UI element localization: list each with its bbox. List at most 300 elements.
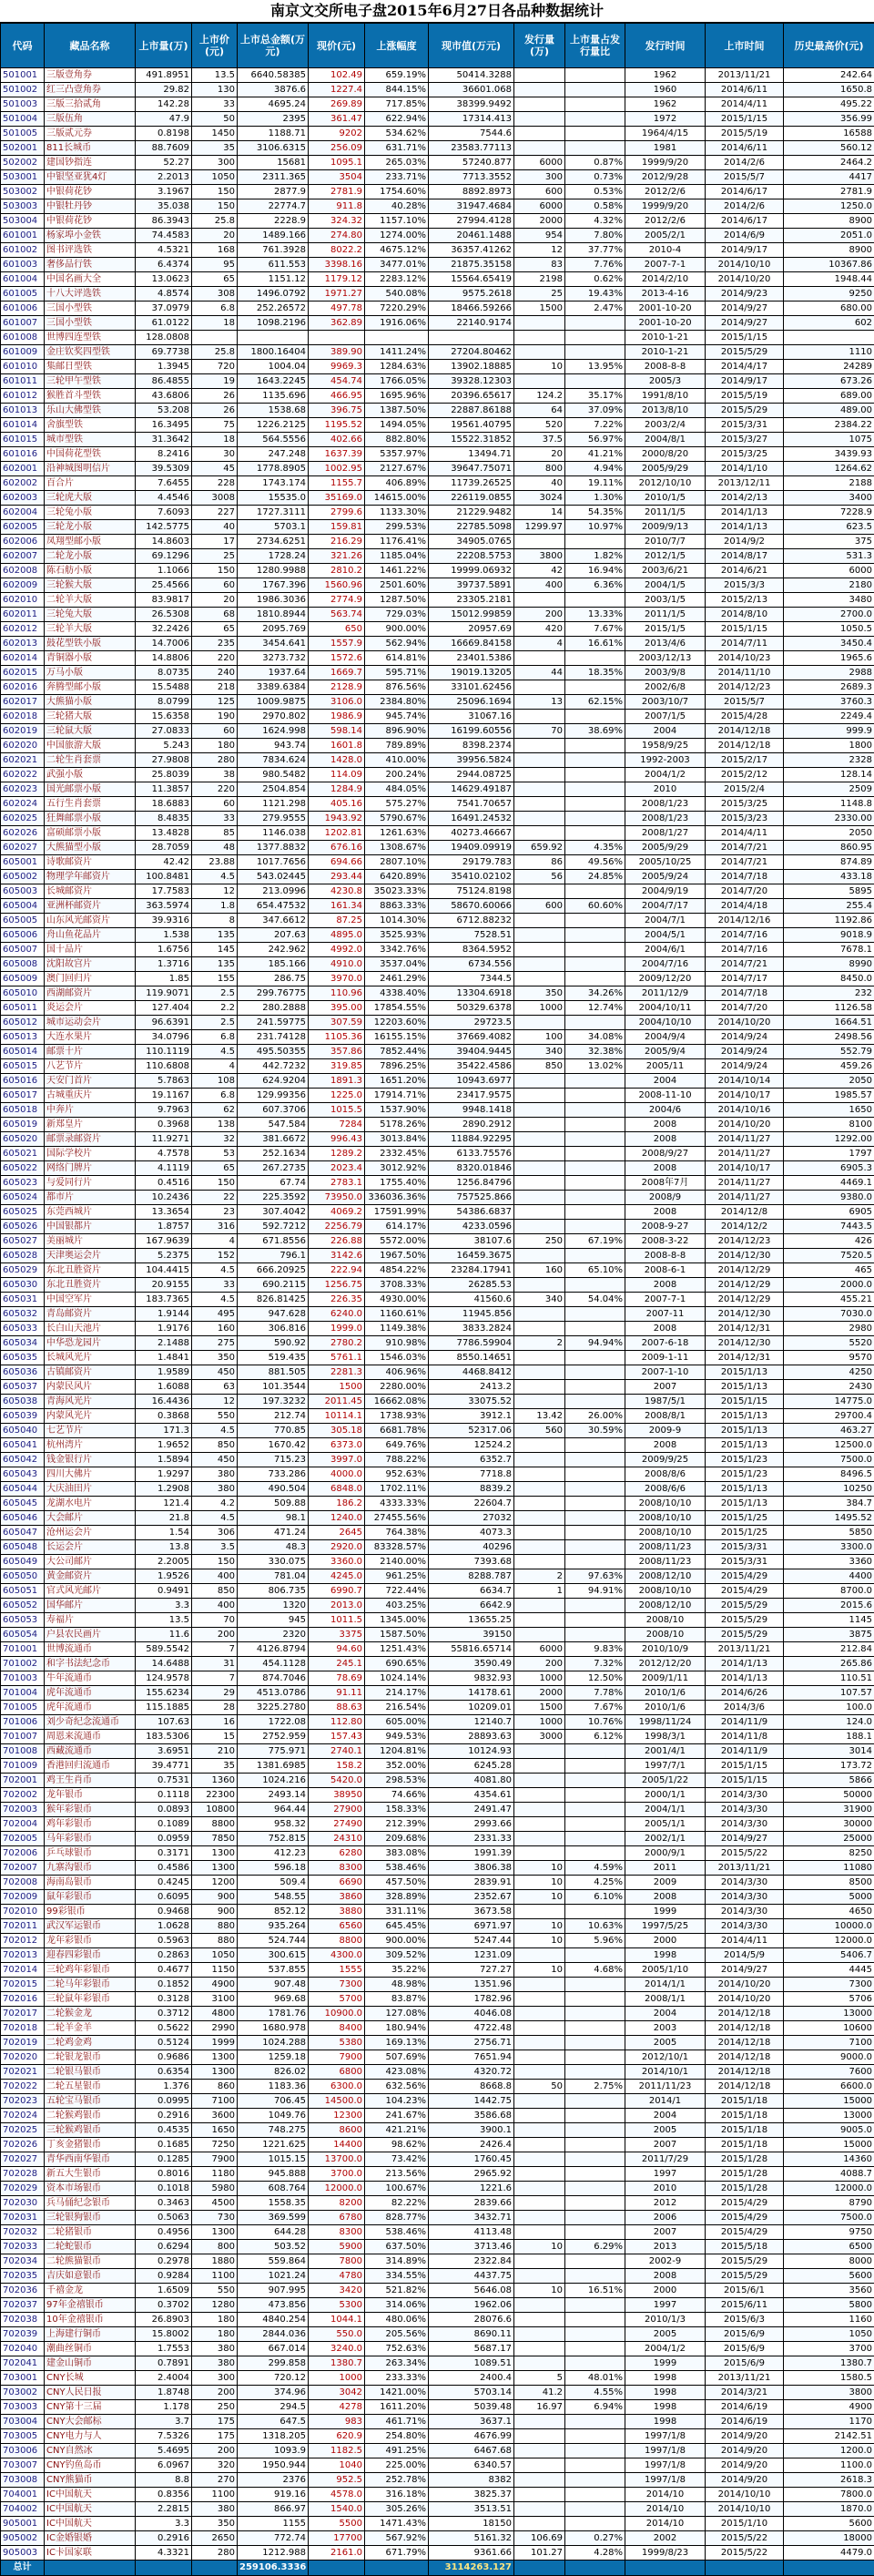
cell-listed-amount: 590.92 xyxy=(238,1336,309,1351)
cell-market-value: 21229.9482 xyxy=(429,506,514,520)
cell-high-price: 173.72 xyxy=(784,1759,874,1774)
cell-list-date: 2014/12/16 xyxy=(706,914,784,928)
cell-listed-qty: 43.6806 xyxy=(136,389,192,404)
cell-market-value: 31067.16 xyxy=(429,710,514,724)
cell-listed-qty: 17.7583 xyxy=(136,884,192,899)
cell-listed-qty: 0.2978 xyxy=(136,2254,192,2269)
cell-list-date: 2014/7/21 xyxy=(706,841,784,855)
cell-issue-qty: 1500 xyxy=(514,1701,565,1715)
cell-issue-qty xyxy=(514,1132,565,1147)
cell-high-price: 14360 xyxy=(784,2152,874,2167)
cell-market-value: 4676.99 xyxy=(429,2429,514,2444)
cell-current-price: 27900 xyxy=(309,1803,365,1817)
cell-issue-date: 2004 xyxy=(625,2007,706,2021)
page-title: 南京文交所电子盘2015年6月27日各品种数据统计 xyxy=(0,0,874,23)
cell-high-price: 232 xyxy=(784,986,874,1001)
cell-listed-ratio xyxy=(565,884,625,899)
table-row xyxy=(1,870,874,884)
cell-issue-qty: 13.42 xyxy=(514,1409,565,1424)
cell-listed-ratio xyxy=(565,812,625,826)
cell-issue-date: 2008-9-27 xyxy=(625,1220,706,1234)
cell-current-price: 1225.0 xyxy=(309,1089,365,1103)
cell-code: 702012 xyxy=(1,1934,45,1948)
cell-listed-amount: 1680.978 xyxy=(238,2021,309,2036)
cell-listed-ratio xyxy=(565,1307,625,1322)
cell-listed-amount: 2734.6251 xyxy=(238,535,309,549)
cell-gain: 2501.60% xyxy=(365,578,429,593)
cell-listed-amount: 666.20925 xyxy=(238,1263,309,1278)
cell-list-price: 880 xyxy=(192,1919,238,1934)
cell-list-date: 2014/9/20 xyxy=(706,2458,784,2473)
cell-listed-ratio xyxy=(565,2182,625,2196)
cell-current-price: 7300 xyxy=(309,1978,365,1992)
table-row xyxy=(1,1569,874,1584)
cell-issue-qty xyxy=(514,972,565,986)
table-row xyxy=(1,2327,874,2342)
cell-listed-amount: 919.16 xyxy=(238,2488,309,2502)
cell-current-price: 362.89 xyxy=(309,316,365,331)
table-row xyxy=(1,1730,874,1744)
cell-gain: 7852.44% xyxy=(365,1045,429,1059)
cell-issue-date: 1998 xyxy=(625,1948,706,1963)
cell-list-price: 7850 xyxy=(192,1832,238,1846)
cell-listed-qty: 15.8002 xyxy=(136,2327,192,2342)
cell-list-date: 2014/12/29 xyxy=(706,1278,784,1293)
cell-list-date: 2015/1/10 xyxy=(706,2517,784,2531)
cell-list-date: 2014/3/30 xyxy=(706,1919,784,1934)
table-row xyxy=(1,666,874,680)
cell-high-price: 8990 xyxy=(784,957,874,972)
cell-code: 502002 xyxy=(1,156,45,170)
cell-gain: 406.89% xyxy=(365,476,429,491)
cell-list-date: 2014/12/23 xyxy=(706,1234,784,1249)
cell-high-price: 1870.0 xyxy=(784,2502,874,2517)
table-row xyxy=(1,593,874,608)
cell-current-price: 676.16 xyxy=(309,841,365,855)
cell-listed-ratio: 7.80% xyxy=(565,229,625,243)
cell-issue-date: 2007 xyxy=(625,2225,706,2240)
cell-listed-qty: 167.9639 xyxy=(136,1234,192,1249)
cell-current-price: 357.86 xyxy=(309,1045,365,1059)
cell-current-price: 222.94 xyxy=(309,1263,365,1278)
cell-issue-date: 2007-7-1 xyxy=(625,1293,706,1307)
cell-issue-qty xyxy=(514,1613,565,1628)
cell-issue-date: 2008/9 xyxy=(625,1191,706,1205)
cell-listed-amount: 1810.8944 xyxy=(238,608,309,622)
cell-high-price: 2050 xyxy=(784,826,874,841)
cell-issue-qty xyxy=(514,1599,565,1613)
table-row xyxy=(1,1074,874,1089)
cell-market-value: 1782.96 xyxy=(429,1992,514,2007)
cell-list-price: 400 xyxy=(192,1599,238,1613)
cell-code: 605016 xyxy=(1,1074,45,1089)
table-row xyxy=(1,1322,874,1336)
cell-list-price: 20 xyxy=(192,593,238,608)
cell-name: 邮票十片 xyxy=(45,1045,136,1059)
cell-listed-ratio: 5.96% xyxy=(565,1934,625,1948)
cell-issue-date: 2011/11/23 xyxy=(625,2080,706,2094)
cell-list-price: 10800 xyxy=(192,1803,238,1817)
table-row xyxy=(1,1701,874,1715)
cell-issue-date: 2005/9/24 xyxy=(625,870,706,884)
cell-high-price: 3560 xyxy=(784,2284,874,2298)
cell-listed-qty: 6.4374 xyxy=(136,258,192,272)
cell-name: 潮曲丝铜币 xyxy=(45,2342,136,2356)
cell-issue-qty xyxy=(514,2502,565,2517)
cell-name: 奔腾型邮小版 xyxy=(45,680,136,695)
cell-issue-qty xyxy=(514,2269,565,2284)
cell-issue-qty xyxy=(514,1322,565,1336)
cell-listed-ratio: 2.75% xyxy=(565,2080,625,2094)
cell-code: 605025 xyxy=(1,1205,45,1220)
cell-list-price: 1280 xyxy=(192,2298,238,2313)
cell-list-price: 495 xyxy=(192,1307,238,1322)
cell-market-value: 6712.88232 xyxy=(429,914,514,928)
cell-list-date: 2015/4/29 xyxy=(706,2225,784,2240)
cell-name: 中银坚亚犹4灯 xyxy=(45,170,136,185)
cell-list-date: 2015/4/29 xyxy=(706,1569,784,1584)
cell-market-value: 2890.2912 xyxy=(429,1118,514,1132)
cell-name: 青铜器小版 xyxy=(45,651,136,666)
table-row xyxy=(1,2109,874,2123)
cell-name: 九寨沟银币 xyxy=(45,1861,136,1876)
cell-code: 702006 xyxy=(1,1846,45,1861)
table-row xyxy=(1,1278,874,1293)
cell-current-price: 12300 xyxy=(309,2109,365,2123)
cell-high-price: 4900 xyxy=(784,2400,874,2415)
cell-listed-ratio xyxy=(565,2211,625,2225)
cell-current-price: 694.66 xyxy=(309,855,365,870)
cell-market-value: 57240.877 xyxy=(429,156,514,170)
cell-high-price: 3760.3 xyxy=(784,695,874,710)
cell-list-date: 2015/1/15 xyxy=(706,112,784,127)
cell-issue-qty xyxy=(514,2444,565,2458)
cell-high-price: 459.26 xyxy=(784,1059,874,1074)
cell-gain: 457.50% xyxy=(365,1876,429,1890)
cell-list-date: 2015/6/3 xyxy=(706,2313,784,2327)
table-row xyxy=(1,302,874,316)
cell-high-price: 18000 xyxy=(784,2531,874,2546)
cell-current-price: 1284.9 xyxy=(309,782,365,797)
cell-issue-date: 2003/2/4 xyxy=(625,418,706,433)
cell-gain: 40.28% xyxy=(365,199,429,214)
cell-issue-date: 2010/1/5 xyxy=(625,491,706,506)
cell-issue-date: 2008 xyxy=(625,1118,706,1132)
cell-listed-amount: 1320 xyxy=(238,1599,309,1613)
cell-name: 集邮日型铁 xyxy=(45,360,136,374)
cell-listed-amount: 2752.959 xyxy=(238,1730,309,1744)
cell-code: 605005 xyxy=(1,914,45,928)
cell-name: 99彩银币 xyxy=(45,1905,136,1919)
cell-issue-date: 2003/9/8 xyxy=(625,666,706,680)
cell-issue-qty: 250 xyxy=(514,1234,565,1249)
cell-issue-date: 2009-9 xyxy=(625,1424,706,1438)
cell-listed-amount: 2504.854 xyxy=(238,782,309,797)
cell-current-price: 38950 xyxy=(309,1788,365,1803)
cell-name: 国华邮片 xyxy=(45,1599,136,1613)
cell-listed-amount: 412.23 xyxy=(238,1846,309,1861)
cell-name: 大公司邮片 xyxy=(45,1555,136,1569)
cell-high-price: 2980 xyxy=(784,1322,874,1336)
cell-market-value: 29179.783 xyxy=(429,855,514,870)
cell-list-date: 2014/7/21 xyxy=(706,957,784,972)
cell-listed-qty: 142.5775 xyxy=(136,520,192,535)
cell-current-price: 3880 xyxy=(309,1905,365,1919)
cell-listed-qty: 4.1119 xyxy=(136,1161,192,1176)
cell-issue-qty: 41.2 xyxy=(514,2386,565,2400)
cell-list-date: 2015/1/28 xyxy=(706,2167,784,2182)
cell-issue-date: 2014/10/1 xyxy=(625,2065,706,2080)
cell-listed-amount: 300.615 xyxy=(238,1948,309,1963)
cell-market-value: 8892.8973 xyxy=(429,185,514,199)
cell-list-date: 2015/4/29 xyxy=(706,1584,784,1599)
cell-listed-qty: 5.2375 xyxy=(136,1249,192,1263)
table-row xyxy=(1,2065,874,2080)
cell-list-price: 720 xyxy=(192,360,238,374)
table-row xyxy=(1,1380,874,1395)
cell-gain: 1611.20% xyxy=(365,2400,429,2415)
cell-market-value: 6971.97 xyxy=(429,1919,514,1934)
cell-market-value: 28076.6 xyxy=(429,2313,514,2327)
cell-market-value: 2400.4 xyxy=(429,2371,514,2386)
header-current-price: 现价(元) xyxy=(309,24,365,68)
cell-name: 兵马俑纪念银币 xyxy=(45,2196,136,2211)
cell-gain: 309.52% xyxy=(365,1948,429,1963)
cell-code: 702019 xyxy=(1,2036,45,2050)
cell-list-price: 240 xyxy=(192,666,238,680)
cell-listed-amount: 1800.16404 xyxy=(238,345,309,360)
cell-listed-amount: 611.553 xyxy=(238,258,309,272)
cell-name: 国际学校片 xyxy=(45,1147,136,1161)
cell-name: 资本市场银币 xyxy=(45,2182,136,2196)
cell-gain: 5357.97% xyxy=(365,447,429,462)
cell-issue-qty xyxy=(514,1511,565,1526)
table-row xyxy=(1,2473,874,2488)
total-cell xyxy=(706,2561,784,2576)
cell-issue-qty: 800 xyxy=(514,462,565,476)
cell-gain: 1754.60% xyxy=(365,185,429,199)
cell-listed-qty: 34.0796 xyxy=(136,1030,192,1045)
cell-gain: 35023.33% xyxy=(365,884,429,899)
cell-list-date: 2014/12/8 xyxy=(706,1205,784,1220)
cell-list-price: 1200 xyxy=(192,1876,238,1890)
cell-gain: 1421.00% xyxy=(365,2386,429,2400)
cell-issue-date: 2005/3 xyxy=(625,374,706,389)
cell-name: 沧州运会片 xyxy=(45,1526,136,1540)
cell-market-value: 226119.0855 xyxy=(429,491,514,506)
cell-listed-amount: 6640.58385 xyxy=(238,68,309,83)
cell-issue-date: 2008/1/23 xyxy=(625,797,706,812)
cell-list-date: 2014/12/18 xyxy=(706,2065,784,2080)
cell-current-price: 159.81 xyxy=(309,520,365,535)
cell-list-price: 6.8 xyxy=(192,302,238,316)
cell-name: 二轮猴鸡银币 xyxy=(45,2109,136,2123)
cell-issue-qty xyxy=(514,2094,565,2109)
table-row xyxy=(1,2094,874,2109)
cell-listed-amount: 1767.396 xyxy=(238,578,309,593)
cell-listed-qty: 26.8903 xyxy=(136,2313,192,2327)
cell-gain: 2140.00% xyxy=(365,1555,429,1569)
cell-issue-date: 2004/1/2 xyxy=(625,768,706,782)
cell-listed-qty: 0.3868 xyxy=(136,1409,192,1424)
cell-market-value: 8320.01846 xyxy=(429,1161,514,1176)
cell-high-price: 433.18 xyxy=(784,870,874,884)
cell-list-price: 22300 xyxy=(192,1788,238,1803)
cell-current-price: 1428.0 xyxy=(309,753,365,768)
cell-gain: 169.13% xyxy=(365,2036,429,2050)
cell-list-date: 2014/9/24 xyxy=(706,1030,784,1045)
table-row xyxy=(1,972,874,986)
cell-code: 605034 xyxy=(1,1336,45,1351)
cell-gain: 614.81% xyxy=(365,651,429,666)
cell-issue-qty xyxy=(514,1147,565,1161)
cell-market-value: 27994.4128 xyxy=(429,214,514,229)
cell-high-price: 602 xyxy=(784,316,874,331)
cell-name: CNY自然冰 xyxy=(45,2444,136,2458)
cell-market-value: 3713.46 xyxy=(429,2240,514,2254)
cell-current-price: 1560.96 xyxy=(309,578,365,593)
cell-current-price: 6240.0 xyxy=(309,1307,365,1322)
cell-listed-qty: 0.5124 xyxy=(136,2036,192,2050)
cell-gain: 562.94% xyxy=(365,637,429,651)
cell-list-date: 2015/5/19 xyxy=(706,127,784,141)
cell-high-price: 3360 xyxy=(784,1555,874,1569)
cell-market-value: 3833.2824 xyxy=(429,1322,514,1336)
cell-issue-qty xyxy=(514,2021,565,2036)
cell-issue-date: 1987/5/1 xyxy=(625,1395,706,1409)
cell-name: 三国小型铁 xyxy=(45,316,136,331)
cell-listed-ratio: 54.35% xyxy=(565,506,625,520)
cell-list-date: 2015/4/29 xyxy=(706,2211,784,2225)
cell-gain: 1738.93% xyxy=(365,1409,429,1424)
cell-list-date: 2014/1/13 xyxy=(706,520,784,535)
cell-gain: 158.33% xyxy=(365,1803,429,1817)
cell-gain: 2807.10% xyxy=(365,855,429,870)
table-row xyxy=(1,1220,874,1234)
cell-listed-qty: 0.6294 xyxy=(136,2240,192,2254)
cell-code: 605043 xyxy=(1,1467,45,1482)
table-row xyxy=(1,1176,874,1191)
cell-high-price: 6500 xyxy=(784,2240,874,2254)
cell-market-value: 7786.59904 xyxy=(429,1336,514,1351)
cell-name: 二轮羊金羊 xyxy=(45,2021,136,2036)
cell-listed-ratio: 34.26% xyxy=(565,986,625,1001)
cell-gain: 2384.80% xyxy=(365,695,429,710)
cell-gain: 1695.96% xyxy=(365,389,429,404)
cell-current-price: 5380 xyxy=(309,2036,365,2050)
cell-market-value: 12140.7 xyxy=(429,1715,514,1730)
cell-high-price: 5850 xyxy=(784,1526,874,1540)
cell-issue-qty: 42 xyxy=(514,564,565,578)
cell-list-price: 3.5 xyxy=(192,1540,238,1555)
cell-current-price: 5900 xyxy=(309,2240,365,2254)
cell-high-price: 5600 xyxy=(784,2517,874,2531)
cell-code: 702009 xyxy=(1,1890,45,1905)
cell-issue-date: 2008-3-22 xyxy=(625,1234,706,1249)
cell-issue-date: 2005 xyxy=(625,2036,706,2050)
cell-issue-date: 2010 xyxy=(625,2182,706,2196)
cell-listed-amount: 1259.18 xyxy=(238,2050,309,2065)
cell-list-date: 2014/2/6 xyxy=(706,199,784,214)
cell-market-value: 4081.80 xyxy=(429,1774,514,1788)
cell-list-date: 2014/4/18 xyxy=(706,899,784,914)
cell-issue-date: 1998 xyxy=(625,2371,706,2386)
cell-issue-date: 2004/10/10 xyxy=(625,1016,706,1030)
cell-listed-qty: 15.6358 xyxy=(136,710,192,724)
cell-issue-date: 2008/11/23 xyxy=(625,1555,706,1569)
table-row xyxy=(1,680,874,695)
cell-high-price: 1075 xyxy=(784,433,874,447)
table-row xyxy=(1,1642,874,1657)
cell-list-price: 190 xyxy=(192,710,238,724)
cell-code: 605026 xyxy=(1,1220,45,1234)
cell-listed-qty: 124.9578 xyxy=(136,1671,192,1686)
cell-current-price: 216.29 xyxy=(309,535,365,549)
cell-listed-amount: 796.1 xyxy=(238,1249,309,1263)
cell-name: 二轮银龙银币 xyxy=(45,2050,136,2065)
cell-code: 602003 xyxy=(1,491,45,506)
cell-high-price: 3014 xyxy=(784,1744,874,1759)
cell-name: 五轮宝马银币 xyxy=(45,2094,136,2109)
cell-listed-ratio xyxy=(565,1322,625,1336)
cell-list-price: 1.8 xyxy=(192,899,238,914)
cell-listed-ratio xyxy=(565,826,625,841)
cell-high-price: 7100 xyxy=(784,2036,874,2050)
table-row xyxy=(1,622,874,637)
cell-issue-qty xyxy=(514,739,565,753)
cell-list-date: 2014/3/30 xyxy=(706,1803,784,1817)
cell-issue-date: 1962 xyxy=(625,97,706,112)
cell-gain: 3342.76% xyxy=(365,943,429,957)
cell-listed-ratio xyxy=(565,1467,625,1482)
cell-list-date: 2015/4/29 xyxy=(706,2196,784,2211)
cell-issue-date: 2009 xyxy=(625,1876,706,1890)
cell-list-price: 70 xyxy=(192,1613,238,1628)
table-row xyxy=(1,2080,874,2094)
cell-issue-date: 2001-10-20 xyxy=(625,316,706,331)
cell-name: 中国旅游大版 xyxy=(45,739,136,753)
cell-listed-amount: 2320 xyxy=(238,1628,309,1642)
cell-code: 702040 xyxy=(1,2342,45,2356)
cell-issue-qty xyxy=(514,651,565,666)
cell-list-price: 1300 xyxy=(192,1846,238,1861)
cell-issue-date: 1998 xyxy=(625,2415,706,2429)
cell-listed-qty: 1.9526 xyxy=(136,1569,192,1584)
cell-listed-qty: 0.9686 xyxy=(136,2050,192,2065)
cell-listed-amount: 4126.8794 xyxy=(238,1642,309,1657)
cell-listed-ratio xyxy=(565,1191,625,1205)
table-row xyxy=(1,1511,874,1526)
cell-current-price: 8300 xyxy=(309,1861,365,1876)
cell-gain: 1651.20% xyxy=(365,1074,429,1089)
table-row xyxy=(1,564,874,578)
cell-market-value: 13304.6918 xyxy=(429,986,514,1001)
cell-list-price: 210 xyxy=(192,1744,238,1759)
cell-listed-ratio: 13.02% xyxy=(565,1059,625,1074)
cell-issue-qty: 600 xyxy=(514,899,565,914)
cell-listed-amount: 2095.769 xyxy=(238,622,309,637)
cell-issue-qty: 1000 xyxy=(514,1001,565,1016)
cell-list-date: 2014/9/24 xyxy=(706,1045,784,1059)
cell-current-price: 1555 xyxy=(309,1963,365,1978)
cell-listed-amount: 852.12 xyxy=(238,1905,309,1919)
cell-gain: 225.00% xyxy=(365,2458,429,2473)
cell-high-price: 7443.5 xyxy=(784,1220,874,1234)
cell-list-price: 175 xyxy=(192,2429,238,2444)
cell-listed-ratio xyxy=(565,2050,625,2065)
cell-listed-ratio: 6.12% xyxy=(565,1730,625,1744)
header-issue-date: 发行时间 xyxy=(625,24,706,68)
